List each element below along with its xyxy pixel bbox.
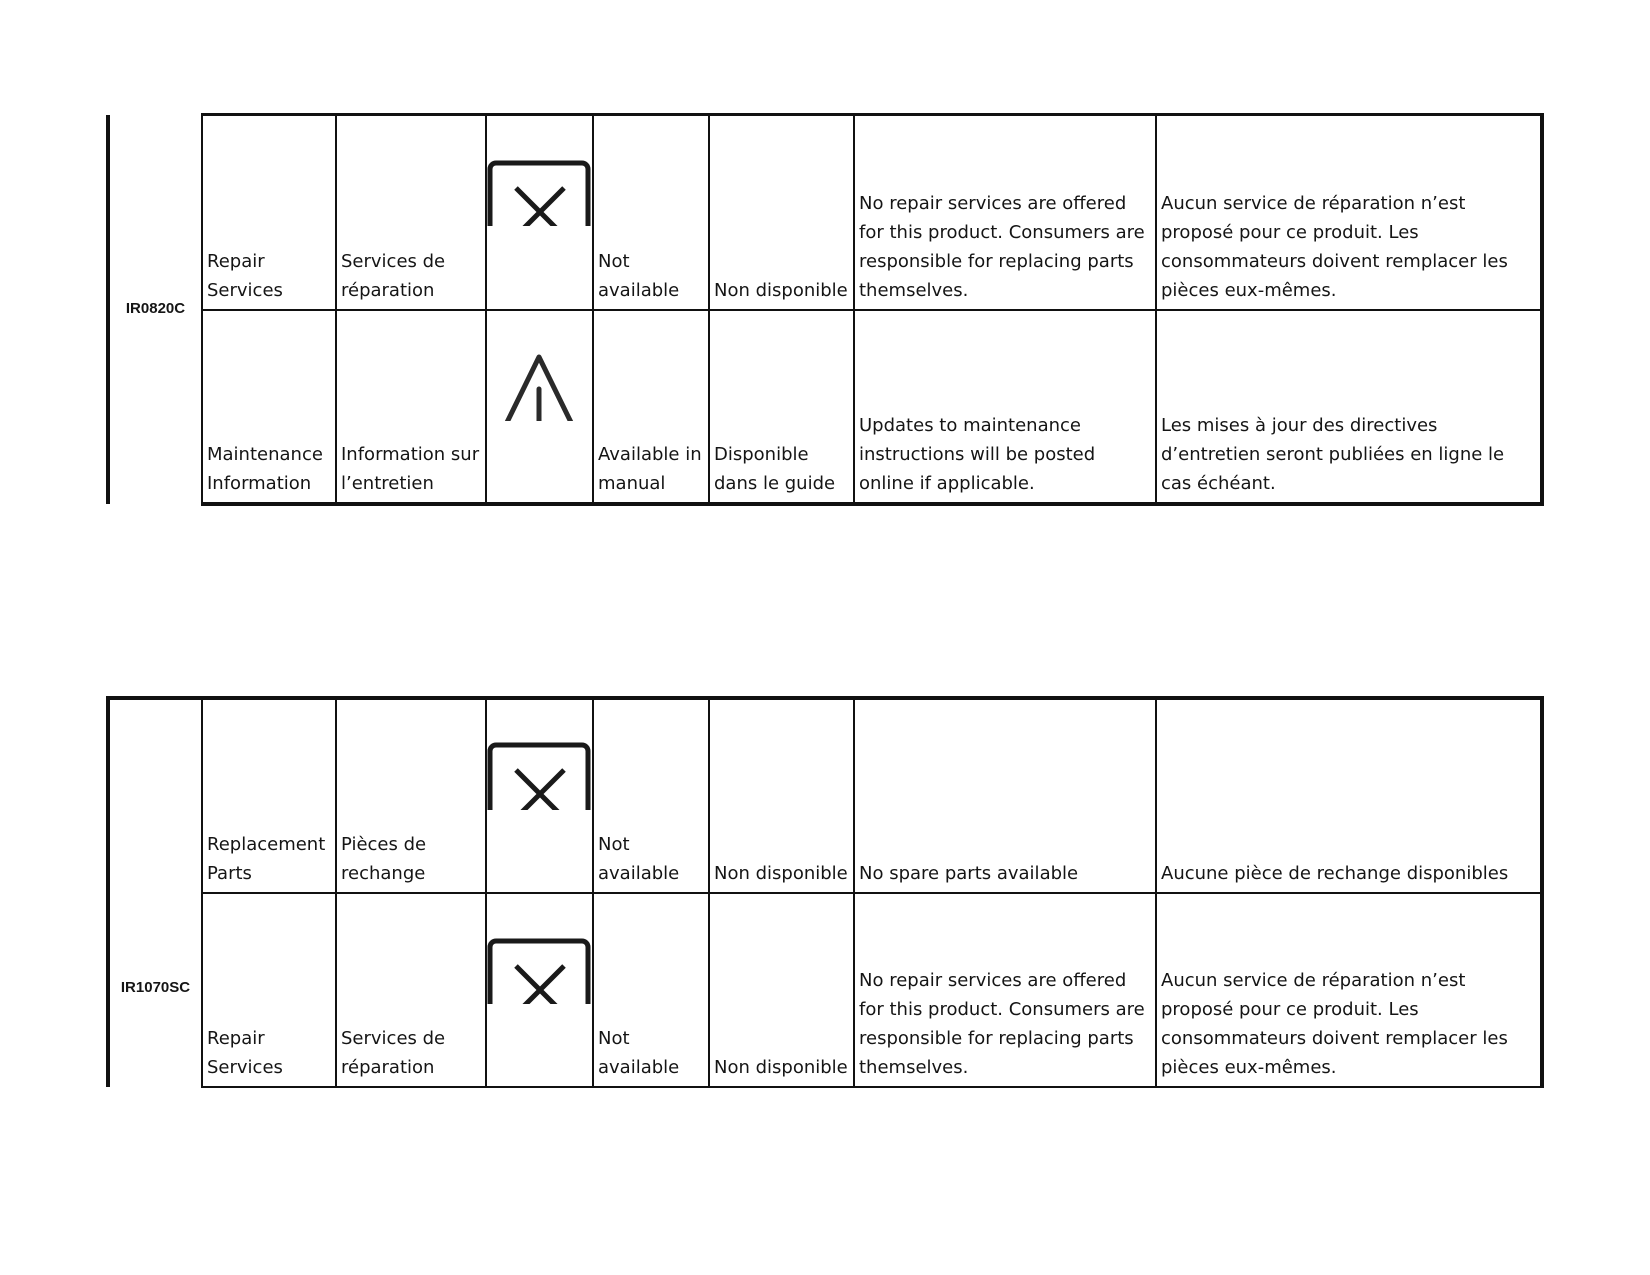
category-en: Replacement Parts	[202, 698, 336, 893]
category-en: Repair Services	[202, 115, 336, 310]
note-en: No repair services are offered for this product. Consumers are responsible for replacing parts themselves.	[854, 115, 1156, 310]
note-fr: Aucun service de réparation n’est proposé pour ce produit. Les consommateurs doivent remplacer les pièces eux-mêmes.	[1156, 115, 1542, 310]
category-en: Repair Services	[202, 893, 336, 1087]
status-icon-cell	[486, 310, 593, 504]
note-en: No spare parts available	[854, 698, 1156, 893]
status-en: Available in manual	[593, 310, 709, 504]
status-icon-cell	[486, 893, 593, 1087]
status-icon-cell	[486, 698, 593, 893]
table-row	[108, 893, 1542, 1087]
repairability-table-ir0820c	[106, 113, 1540, 506]
repairability-table-ir1070sc	[106, 696, 1540, 1088]
x-box-icon	[487, 894, 592, 1004]
category-fr: Information sur l’entretien	[336, 310, 486, 504]
note-en: Updates to maintenance instructions will be posted online if applicable.	[854, 310, 1156, 504]
status-fr: Non disponible	[709, 698, 854, 893]
status-en: Not available	[593, 893, 709, 1087]
note-fr: Aucun service de réparation n’est proposé pour ce produit. Les consommateurs doivent remplacer les pièces eux-mêmes.	[1156, 893, 1542, 1087]
status-fr: Disponible dans le guide	[709, 310, 854, 504]
model-number: IR0820C	[108, 115, 202, 504]
note-fr: Aucune pièce de rechange disponibles	[1156, 698, 1542, 893]
x-box-icon	[487, 116, 592, 226]
status-icon-cell	[486, 115, 593, 310]
status-en: Not available	[593, 115, 709, 310]
status-fr: Non disponible	[709, 893, 854, 1087]
x-box-icon	[487, 700, 592, 810]
note-fr: Les mises à jour des directives d’entretien seront publiées en ligne le cas échéant.	[1156, 310, 1542, 504]
warning-triangle-icon	[487, 311, 592, 421]
table-row	[108, 310, 1542, 504]
category-fr: Services de réparation	[336, 893, 486, 1087]
note-en: No repair services are offered for this product. Consumers are responsible for replacing parts themselves.	[854, 893, 1156, 1087]
table-row	[108, 115, 1542, 310]
category-fr: Services de réparation	[336, 115, 486, 310]
category-fr: Pièces de rechange	[336, 698, 486, 893]
status-en: Not available	[593, 698, 709, 893]
category-en: Maintenance Information	[202, 310, 336, 504]
status-fr: Non disponible	[709, 115, 854, 310]
table-row	[108, 698, 1542, 893]
model-number: IR1070SC	[108, 698, 202, 1087]
